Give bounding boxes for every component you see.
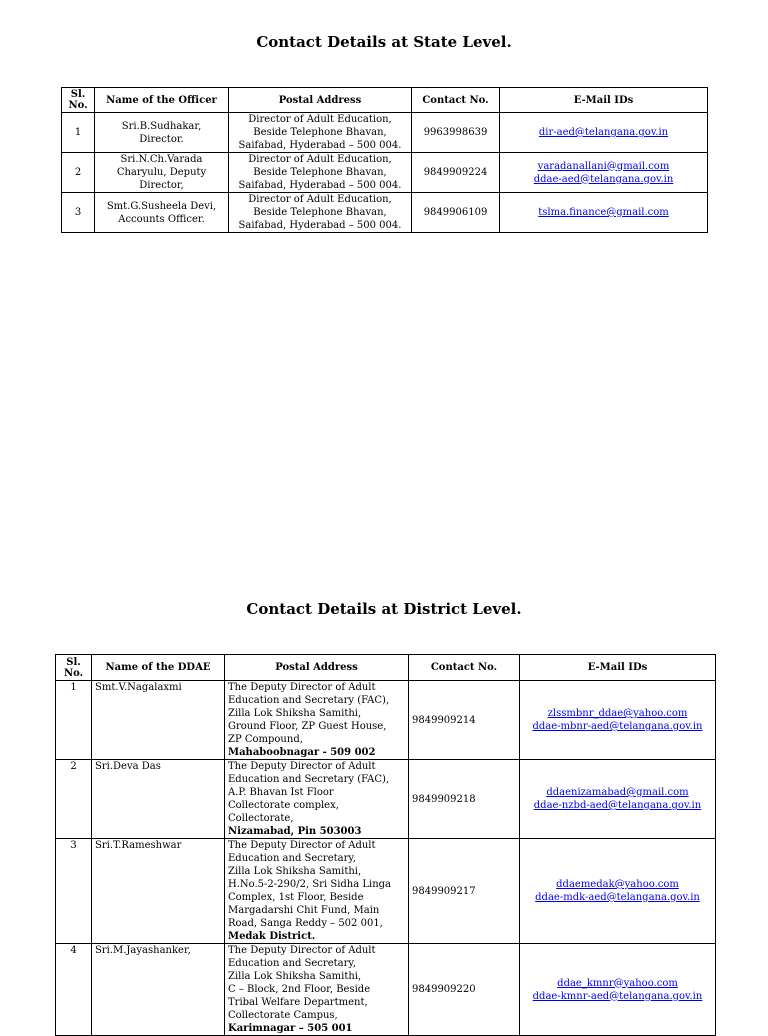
state-table-header-row: [62, 88, 708, 113]
col-header-sl: Sl. No.: [56, 655, 92, 681]
sl-cell: 1: [62, 113, 95, 153]
contact-number-cell: 9849909217: [409, 839, 520, 944]
state-contact-table: [61, 87, 708, 233]
email-cell: [520, 839, 716, 944]
col-header-name: Name of the Officer: [95, 88, 229, 113]
postal-address-cell: [225, 760, 409, 839]
ddae-name-cell: Sri.M.Jayashanker,: [92, 944, 225, 1036]
email-link[interactable]: ddae-kmnr-aed@telangana.gov.in: [532, 990, 703, 1002]
address-line: Zilla Lok Shiksha Samithi,: [228, 866, 362, 877]
table-row: [56, 944, 716, 1036]
sl-cell: 1: [56, 681, 92, 760]
address-line: Education and Secretary,: [228, 853, 356, 864]
officer-name-cell: Sri.B.Sudhakar, Director.: [95, 113, 229, 153]
email-link[interactable]: dir-aed@telangana.gov.in: [538, 127, 669, 138]
address-line: The Deputy Director of Adult: [228, 945, 376, 956]
col-header-sl: Sl. No.: [62, 88, 95, 113]
email-link[interactable]: ddaemedak@yahoo.com: [556, 879, 679, 890]
postal-address-cell: [225, 681, 409, 760]
ddae-name-cell: Sri.T.Rameshwar: [92, 839, 225, 944]
address-line: H.No.5-2-290/2, Sri Sidha Linga: [228, 879, 392, 890]
postal-address-cell: Director of Adult Education, Beside Telephone Bhavan, Saifabad, Hyderabad – 500 004.: [229, 193, 412, 233]
postal-address-cell: Director of Adult Education, Beside Telephone Bhavan, Saifabad, Hyderabad – 500 004.: [229, 153, 412, 193]
address-line: C – Block, 2nd Floor, Beside: [228, 984, 371, 995]
sl-cell: 3: [56, 839, 92, 944]
col-header-email: E-Mail IDs: [520, 655, 716, 681]
district-level-title: Contact Details at District Level.: [246, 600, 522, 618]
address-city-line: Medak District.: [228, 931, 316, 942]
sl-cell: 2: [62, 153, 95, 193]
state-level-title: Contact Details at State Level.: [256, 33, 512, 51]
address-line: Collectorate Campus,: [228, 1010, 338, 1021]
address-city-line: Karimnagar – 505 001: [228, 1023, 353, 1034]
ddae-name-cell: Sri.Deva Das: [92, 760, 225, 839]
ddae-name-cell: Smt.V.Nagalaxmi: [92, 681, 225, 760]
district-table-header-row: [56, 655, 716, 681]
officer-name-cell: Smt.G.Susheela Devi, Accounts Officer.: [95, 193, 229, 233]
table-row: [62, 113, 708, 153]
contact-number-cell: 9849909224: [412, 153, 500, 193]
email-link[interactable]: ddae-aed@telangana.gov.in: [533, 173, 674, 185]
table-row: [56, 839, 716, 944]
postal-address-cell: [225, 944, 409, 1036]
table-row: [62, 153, 708, 193]
address-line: The Deputy Director of Adult: [228, 761, 376, 772]
email-link[interactable]: ddae-mbnr-aed@telangana.gov.in: [532, 721, 703, 732]
col-header-contact: Contact No.: [409, 655, 520, 681]
contact-number-cell: 9849909218: [409, 760, 520, 839]
address-line: Ground Floor, ZP Guest House,: [228, 721, 387, 732]
email-cell: [500, 113, 708, 153]
sl-cell: 3: [62, 193, 95, 233]
email-link[interactable]: ddae-nzbd-aed@telangana.gov.in: [533, 800, 702, 811]
contact-number-cell: 9849909220: [409, 944, 520, 1036]
address-line: Collectorate complex,: [228, 800, 339, 811]
address-city-line: Mahaboobnagar - 509 002: [228, 747, 376, 758]
email-cell: [500, 153, 708, 193]
email-link[interactable]: zlssmbnr_ddae@yahoo.com: [547, 708, 688, 719]
table-row: [56, 681, 716, 760]
contact-number-cell: 9963998639: [412, 113, 500, 153]
contact-number-cell: 9849909214: [409, 681, 520, 760]
email-link[interactable]: ddae-mdk-aed@telangana.gov.in: [535, 892, 700, 903]
address-line: Margadarshi Chit Fund, Main: [228, 905, 380, 916]
col-header-address: Postal Address: [229, 88, 412, 113]
address-line: The Deputy Director of Adult: [228, 840, 376, 851]
table-row: [62, 193, 708, 233]
postal-address-cell: [225, 839, 409, 944]
officer-name-cell: Sri.N.Ch.Varada Charyulu, Deputy Director,: [95, 153, 229, 193]
col-header-name: Name of the DDAE: [92, 655, 225, 681]
address-line: Education and Secretary (FAC),: [228, 695, 390, 706]
sl-cell: 4: [56, 944, 92, 1036]
email-cell: [500, 193, 708, 233]
district-contact-table: [55, 654, 716, 1036]
email-cell: [520, 681, 716, 760]
email-cell: [520, 944, 716, 1036]
address-city-line: Nizamabad, Pin 503003: [228, 826, 362, 837]
postal-address-cell: Director of Adult Education, Beside Telephone Bhavan, Saifabad, Hyderabad – 500 004.: [229, 113, 412, 153]
address-line: Complex, 1st Floor, Beside: [228, 892, 364, 903]
col-header-contact: Contact No.: [412, 88, 500, 113]
email-link[interactable]: ddaenizamabad@gmail.com: [546, 787, 689, 798]
address-line: Education and Secretary (FAC),: [228, 774, 390, 785]
email-link[interactable]: ddae_kmnr@yahoo.com: [557, 977, 678, 989]
email-cell: [520, 760, 716, 839]
col-header-email: E-Mail IDs: [500, 88, 708, 113]
col-header-address: Postal Address: [225, 655, 409, 681]
address-line: Zilla Lok Shiksha Samithi,: [228, 971, 362, 982]
address-line: A.P. Bhavan Ist Floor: [228, 787, 334, 798]
address-line: ZP Compound,: [228, 734, 303, 745]
address-line: Tribal Welfare Department,: [228, 997, 368, 1008]
sl-cell: 2: [56, 760, 92, 839]
address-line: Collectorate,: [228, 813, 294, 824]
address-line: Road, Sanga Reddy – 502 001,: [228, 918, 383, 929]
address-line: Education and Secretary,: [228, 958, 356, 969]
address-line: The Deputy Director of Adult: [228, 682, 376, 693]
address-line: Zilla Lok Shiksha Samithi,: [228, 708, 362, 719]
table-row: [56, 760, 716, 839]
contact-number-cell: 9849906109: [412, 193, 500, 233]
email-link[interactable]: tslma.finance@gmail.com: [538, 207, 669, 218]
email-link[interactable]: varadanallani@gmail.com: [537, 160, 670, 172]
